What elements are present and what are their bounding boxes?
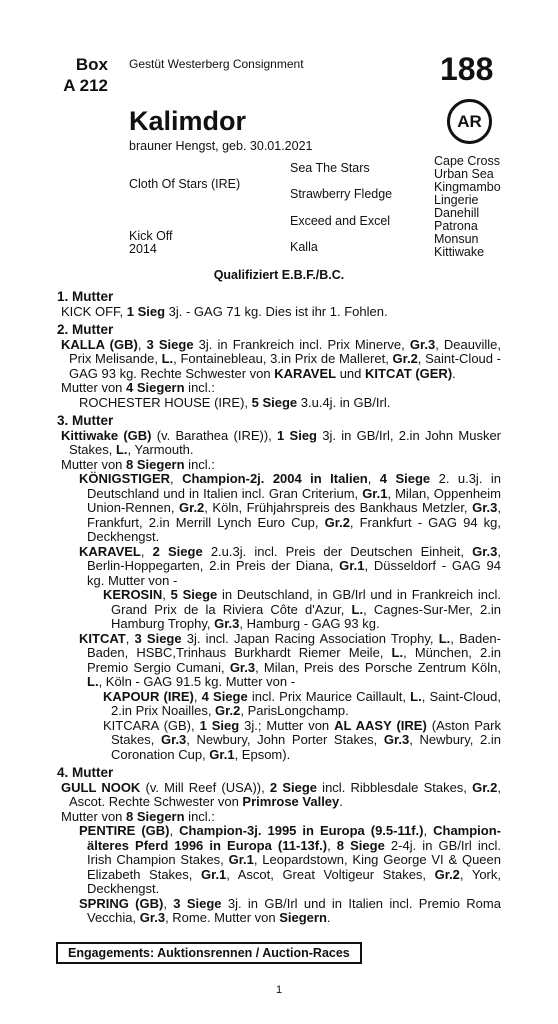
pedigree-grandparent: Strawberry Fledge (290, 187, 393, 201)
pedigree-paragraph: ROCHESTER HOUSE (IRE), 5 Siege 3.u.4j. in GB/Irl. (79, 394, 391, 410)
female-family-text (57, 286, 501, 926)
qualification: Qualifiziert E.B.F./B.C. (213, 268, 345, 282)
pedigree-paragraph: KITCAT, 3 Siege 3j. incl. Japan Racing Association Trophy, L., Baden-Baden, HSBC,Trinhaus Burkhardt Riemer Meile, L., München, 2.in Premio Sergio Cumani, Gr.3, Milan, Preis des Porsche Zentrum Köln, L., Köln - GAG 91.5 kg. Mutter von - (79, 630, 501, 689)
lot-number: 188 (440, 51, 494, 87)
ar-badge: AR (447, 99, 492, 144)
pedigree-paragraph: KAPOUR (IRE), 4 Siege incl. Prix Maurice Caillault, L., Saint-Cloud, 2.in Prix Noailles, Gr.2, ParisLongchamp. (103, 688, 502, 718)
pedigree-paragraph: GULL NOOK (v. Mill Reef (USA)), 2 Siege incl. Ribblesdale Stakes, Gr.2, Ascot. Rechte Schwester von Primrose Valley. (61, 779, 502, 809)
pedigree-paragraph: Mutter von 4 Siegern incl.: (61, 380, 215, 395)
pedigree-grandparent: Kalla (290, 240, 318, 254)
pedigree-paragraph: KÖNIGSTIGER, Champion-2j. 2004 in Italien, 4 Siege 2. u.3j. in Deutschland und in Italien incl. Gran Criterium, Gr.1, Milan, Oppenheim Union-Rennen, Gr.2, Köln, Frühjahrspreis des Bankhaus Metzler, Gr.3, Frankfurt, 2.in Merrill Lynch Euro Cup, Gr.2, Frankfurt - GAG 94 kg, Deckhengst. (79, 471, 502, 544)
section-heading: 3. Mutter (57, 413, 114, 428)
section-heading: 2. Mutter (57, 322, 114, 337)
pedigree-paragraph: KITCARA (GB), 1 Sieg 3j.; Mutter von AL AASY (IRE) (Aston Park Stakes, Gr.3, Newbury, John Porter Stakes, Gr.3, Newbury, 2.in Coronation Cup, Gr.1, Epsom). (103, 717, 501, 762)
pedigree-sire: Cloth Of Stars (IRE) (129, 177, 241, 191)
pedigree-paragraph: SPRING (GB), 3 Siege 3j. in GB/Irl und in Italien incl. Premio Roma Vecchia, Gr.3, Rome. Mutter von Siegern. (79, 895, 501, 925)
pedigree-great-grandparents: Cape Cross Urban Sea Kingmambo Lingerie Danehill Patrona Monsun Kittiwake (434, 154, 501, 259)
pedigree-dam: Kick Off 2014 (129, 229, 173, 256)
pedigree-paragraph: Kittiwake (GB) (v. Barathea (IRE)), 1 Sieg 3j. in GB/Irl, 2.in John Musker Stakes, L., Yarmouth. (61, 427, 502, 457)
page-number: 1 (275, 984, 283, 996)
pedigree-paragraph: PENTIRE (GB), Champion-3j. 1995 in Europa (9.5-11f.), Champion-älteres Pferd 1996 in Europa (11-13f.), 8 Siege 2-4j. in GB/Irl incl. Irish Champion Stakes, Gr.1, Leopardstown, King George VI & Queen Elizabeth Stakes, Gr.1, Ascot, Great Voltigeur Stakes, Gr.2, York, Deckhengst. (79, 823, 502, 896)
pedigree-paragraph: KARAVEL, 2 Siege 2.u.3j. incl. Preis der Deutschen Einheit, Gr.3, Berlin-Hoppegarten, 2.in Preis der Diana, Gr.1, Düsseldorf - GAG 94 kg. Mutter von - (79, 543, 501, 588)
pedigree-paragraph: KICK OFF, 1 Sieg 3j. - GAG 71 kg. Dies ist ihr 1. Fohlen. (61, 303, 388, 319)
section-heading: 4. Mutter (57, 765, 114, 780)
consignor: Gestüt Westerberg Consignment (129, 57, 304, 71)
pedigree-paragraph: KALLA (GB), 3 Siege 3j. in Frankreich incl. Prix Minerve, Gr.3, Deauville, Prix Melisande, L., Fontainebleau, 3.in Prix de Malleret, Gr.2, Saint-Cloud - GAG 93 kg. Rechte Schwester von KARAVEL und KITCAT (GER). (61, 336, 502, 381)
pedigree-grandparent: Exceed and Excel (290, 214, 391, 228)
pedigree-paragraph: Mutter von 8 Siegern incl.: (61, 456, 215, 472)
box-label: Box A 212 (63, 55, 108, 95)
horse-description: brauner Hengst, geb. 30.01.2021 (129, 139, 313, 153)
engagements-box: Engagements: Auktionsrennen / Auction-Races (56, 942, 362, 964)
pedigree-paragraph: Mutter von 8 Siegern incl.: (61, 808, 215, 824)
pedigree-grandparent: Sea The Stars (290, 161, 370, 175)
section-heading: 1. Mutter (57, 289, 114, 304)
horse-name: Kalimdor (129, 106, 247, 136)
pedigree-paragraph: KEROSIN, 5 Siege in Deutschland, in GB/Irl und in Frankreich incl. Grand Prix de la Riviera Côte d'Azur, L., Cagnes-Sur-Mer, 2.in Hamburg Trophy, Gr.3, Hamburg - GAG 93 kg. (103, 587, 501, 631)
